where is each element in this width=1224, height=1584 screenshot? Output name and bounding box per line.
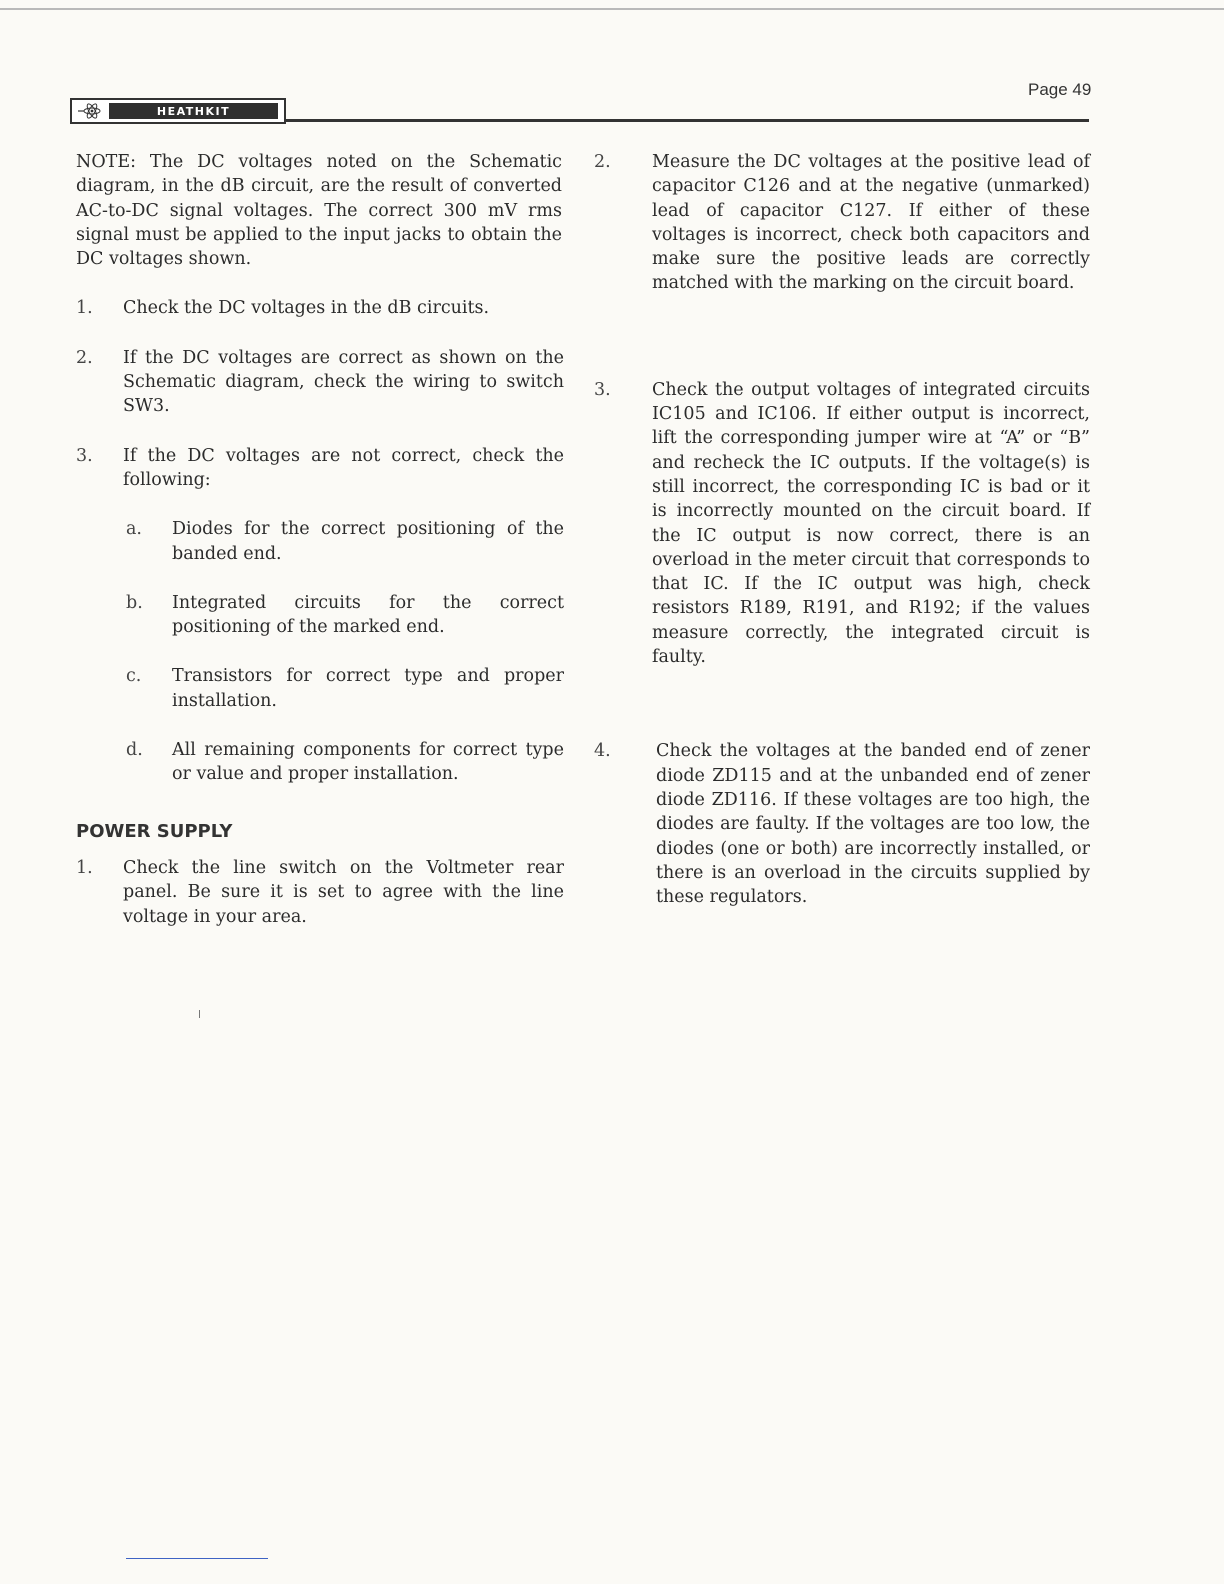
substep-text: All remaining components for correct type or value and proper installation. (172, 740, 564, 785)
right-column (594, 150, 1090, 909)
list-item (126, 664, 564, 713)
step-text: Check the output voltages of integrated circuits IC105 and IC106. If either output is incorrect, lift the corresponding jumper wire at “A” or “B” and recheck the IC outputs. If the voltage(s) is still incorrect, the corresponding IC is bad or it is incorrectly mounted on the circuit board. If the IC output is now correct, there is an overload in the meter circuit that corresponds to that IC. If the IC output was high, check resistors R189, R191, and R192; if the values measure correctly, the integrated circuit is faulty. (652, 379, 1090, 668)
step-number: 2. (76, 347, 93, 368)
step-text: If the DC voltages are not correct, check the following: (123, 445, 564, 490)
step-text: If the DC voltages are correct as shown on the Schematic diagram, check the wiring to switch SW3. (123, 347, 564, 417)
substep-letter: c. (126, 666, 142, 687)
step-text: Check the voltages at the banded end of zener diode ZD115 and at the unbanded end of zener diode ZD116. If these voltages are too high, the diodes are faulty. If the voltages are too low, the diodes (one or both) are incorrectly installed, or there is an overload in the circuits supplied by these regulators. (656, 741, 1090, 908)
heathkit-logo (70, 98, 286, 124)
list-item (76, 444, 564, 493)
list-item (76, 856, 564, 929)
bottom-underline (126, 1558, 268, 1559)
substep-letter: d. (126, 740, 143, 761)
left-column (76, 150, 564, 929)
note-paragraph: NOTE: The DC voltages noted on the Schematic diagram, in the dB circuit, are the result of converted AC-to-DC signal voltages. The correct 300 mV rms signal must be applied to the input jacks to obtain the DC voltages shown. (76, 152, 562, 270)
step-number: 3. (594, 379, 611, 400)
list-item (126, 591, 564, 640)
step-text: Check the DC voltages in the dB circuits. (123, 298, 490, 319)
section-heading-power-supply: POWER SUPPLY (76, 820, 233, 842)
step-number: 1. (76, 298, 93, 319)
stray-mark (199, 1010, 200, 1018)
substep-text: Transistors for correct type and proper installation. (172, 666, 564, 711)
step-text: Measure the DC voltages at the positive lead of capacitor C126 and at the negative (unmarked) lead of capacitor C127. If either of these voltages is incorrect, check both capacitors and make sure the positive leads are correctly matched with the marking on the circuit board. (652, 152, 1090, 294)
list-item (126, 738, 564, 787)
step-number: 4. (594, 741, 611, 762)
step-number: 1. (76, 857, 93, 878)
step-number: 2. (594, 152, 611, 172)
step-text: Check the line switch on the Voltmeter rear panel. Be sure it is set to agree with the line voltage in your area. (123, 857, 564, 927)
substep-text: Diodes for the correct positioning of the banded end. (172, 519, 564, 564)
list-item (594, 739, 1090, 909)
atom-icon (78, 103, 104, 119)
top-rule (0, 8, 1224, 10)
list-item (76, 296, 564, 320)
step-number: 3. (76, 445, 93, 466)
logo-wordmark: HEATHKIT (109, 103, 278, 119)
substep-letter: a. (126, 519, 142, 540)
substep-letter: b. (126, 592, 143, 613)
list-item (126, 517, 564, 566)
page-number: Page 49 (1028, 80, 1092, 99)
header-rule (286, 119, 1089, 122)
list-item (594, 378, 1090, 670)
substep-text: Integrated circuits for the correct positioning of the marked end. (172, 592, 564, 638)
list-item (594, 150, 1090, 296)
list-item (76, 346, 564, 419)
